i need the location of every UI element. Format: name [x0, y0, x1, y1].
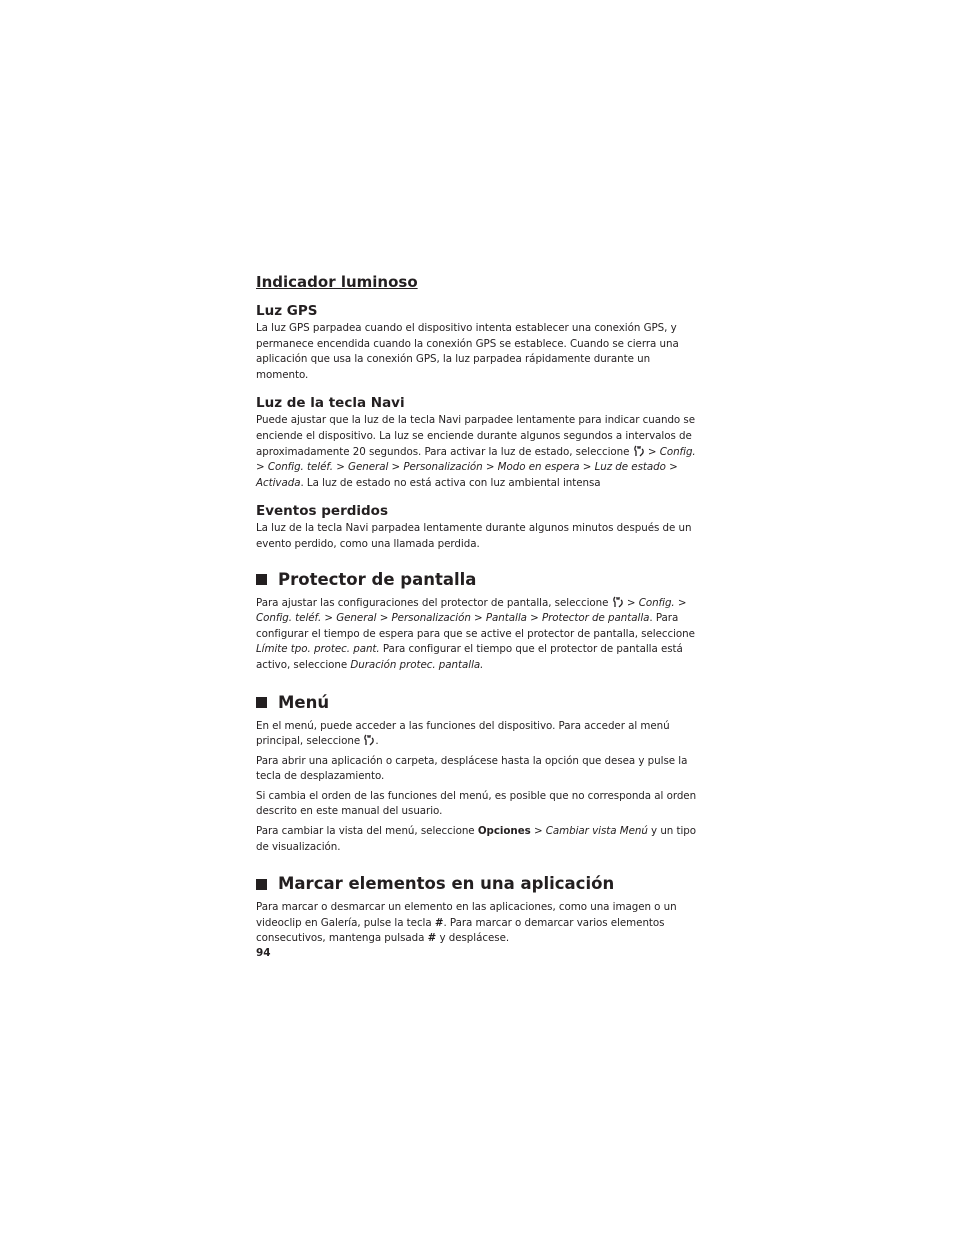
heading-luz-tecla-navi: Luz de la tecla Navi: [256, 395, 405, 412]
paragraph-marcar-elementos: Para marcar o desmarcar un elemento en las aplicaciones, como una imagen o un videoclip en Galería, pulse la tecla #. Para marcar o demarcar varios elementos consecutivos, mantenga pulsada # y desplácese.: [256, 901, 677, 945]
paragraph-menu-2: Para abrir una aplicación o carpeta, desplácese hasta la opción que desea y pulse la tecla de desplazamiento.: [256, 754, 688, 783]
paragraph-luz-tecla-navi: Puede ajustar que la luz de la tecla Navi parpadee lentamente para indicar cuando se enciende el dispositivo. La luz se enciende durante algunos segundos a intervalos de aproximadamente 20 segundos. Para activar la luz de estado, seleccione > Config. > Config. teléf. > General > Personalización > Modo en espera > Luz de estado > Activada. La luz de estado no está activa con luz ambiental intensa: [256, 414, 696, 489]
heading-protector-de-pantalla: Protector de pantalla: [256, 569, 698, 591]
paragraph-menu-4: Para cambiar la vista del menú, seleccione Opciones > Cambiar vista Menú y un tipo de visualización.: [256, 825, 697, 853]
menu-key-icon: [634, 445, 644, 457]
heading-menu: Menú: [256, 692, 698, 714]
heading-marcar-elementos: Marcar elementos en una aplicación: [256, 873, 698, 895]
paragraph-eventos-perdidos: La luz de la tecla Navi parpadea lentamente durante algunos minutos después de un evento perdido, como una llamada perdida.: [256, 522, 692, 550]
heading-luz-gps: Luz GPS: [256, 303, 318, 319]
paragraph-menu-1: En el menú, puede acceder a las funciones del dispositivo. Para acceder al menú principal, seleccione .: [256, 719, 670, 748]
paragraph-luz-gps: La luz GPS parpadea cuando el dispositivo intenta establecer una conexión GPS, y permanece encendida cuando la conexión GPS se establece. Cuando se cierra una aplicación que usa la conexión GPS, la luz parpadea rápidamente durante un momento.: [256, 322, 679, 381]
paragraph-menu-3: Si cambia el orden de las funciones del menú, es posible que no corresponda al orden descrito en este manual del usuario.: [256, 789, 697, 818]
section-bullet: [256, 697, 267, 708]
section-bullet: [256, 879, 267, 890]
page-number: 94: [256, 947, 271, 959]
paragraph-protector-de-pantalla: Para ajustar las configuraciones del protector de pantalla, seleccione > Config. > Config. teléf. > General > Personalización > Pantalla > Protector de pantalla. Para configurar el tiempo de espera para que se active el protector de pantalla, seleccione Límite tpo. protec. pant. Para configurar el tiempo que el protector de pantalla está activo, seleccione Duración protec. pantalla.: [256, 596, 695, 671]
section-bullet: [256, 574, 267, 585]
heading-indicador-luminoso: Indicador luminoso: [256, 273, 418, 291]
menu-key-icon: [364, 734, 374, 746]
heading-eventos-perdidos: Eventos perdidos: [256, 503, 388, 520]
page-content: [256, 272, 698, 947]
menu-key-icon: [613, 596, 623, 608]
